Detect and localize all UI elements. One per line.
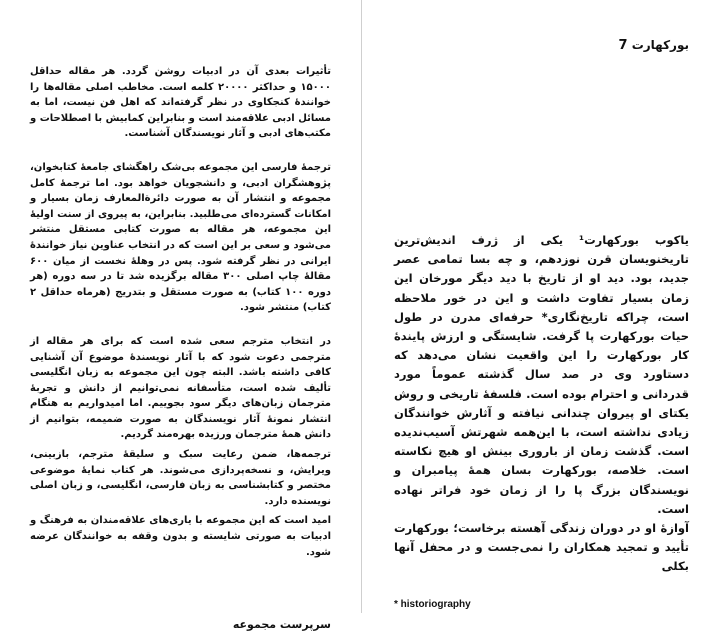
right-paragraph-1: یاکوب بورکهارت¹ یکی از ژرف اندیش‌ترین تاریخنویسان قرن نوزدهم، و چه بسا تمامی عصر جدید، بود. دید او از تاریخ با دید دیگر مورخان این زمان بسیار تفاوت داشت و این در خور ملاحظه است، چراکه تاریخ‌نگاری* حرفه‌ای مدرن در طول حیات بورکهارت پا گرفت. شایستگی و ارزش پایندهٔ کار بورکهارت را این واقعیت نشان می‌دهد که دستاورد وی در صد سال گذشته عموماً مورد قدردانی و احترام بوده است. فلسفهٔ تاریخی و روش یکتای او پیروان چندانی نیافته و آثارش خوانندگان زیادی نداشته است، با این‌همه شهرتش آسیب‌ندیده است. گذشت زمان از باروری بینش او هیچ نکاسته است. خلاصه، بورکهارت بسان همهٔ پیامبران و نویسندگان بزرگ پا را از زمان خود فراتر نهاده است. [394, 233, 689, 516]
series-editor-signature: سرپرست مجموعه [232, 618, 331, 631]
left-page-body [30, 64, 331, 560]
left-paragraph-1: تأثیرات بعدی آن در ادبیات روشن گردد. هر مقاله حداقل ۱۵۰۰۰ و حداکثر ۲۰۰۰۰ کلمه است. مخاطب اصلی مقاله‌ها را خوانندهٔ کنجکاوی در نظر گرفته‌اند که اهل فن نیست، اما به مسائل ادبی علاقه‌مند است و بنابراین کمابیش با اصطلاحات و مکتب‌های ادبی و آثار نویسندگان آشناست. [30, 66, 331, 140]
left-paragraph-5: امید است که این مجموعه با یاری‌های علاقه‌مندان به فرهنگ و ادبیات به صورتی شایسته و بدون وقفه به خوانندگان عرضه شود. [30, 515, 331, 558]
running-header [394, 38, 689, 53]
right-page [362, 0, 721, 613]
header-title: بورکهارت [631, 38, 689, 52]
left-paragraph-4: ترجمه‌ها، ضمن رعایت سبک و سلیقهٔ مترجم، بازبینی، ویرایش، و نسخه‌پردازی می‌شوند. هر کتاب نمایهٔ موضوعی مختصر و کتابشناسی به زبان فارسی، انگلیسی، و زبان اصلی نویسنده دارد. [30, 449, 331, 507]
left-paragraph-3: در انتخاب مترجم سعی شده است که برای هر مقاله از مترجمی دعوت شود که با آثار نویسندهٔ موضوع آن آشنایی کافی داشته باشد. البته چون این مجموعه به زبان انگلیسی تألیف شده است، متأسفانه نمی‌توانیم از دانش و تجربهٔ مترجمان زبان‌های دیگر سود بجوییم. اما امیدواریم به هنگام انتشار نمونهٔ آثار نویسندگان به صورت ضمیمه، بتوانیم از دانش همهٔ مترجمان ورزیده بهره‌مند گردیم. [30, 335, 331, 441]
right-paragraph-2: آوازهٔ او در دوران زندگی آهسته برخاست؛ بورکهارت تأیید و تمجید همکاران را نمی‌جست و در محفل آنها بکلی [394, 521, 689, 574]
left-paragraph-2: ترجمهٔ فارسی این مجموعه بی‌شک راهگشای جامعهٔ کتابخوان، پژوهشگران ادبی، و دانشجویان خواهد بود. اما ترجمهٔ کامل مجموعه و انتشار آن به صورت دائرةالمعارف زمان بسیار و امکانات گسترده‌ای می‌طلبید. بنابراین، به پیروی از سنت اولیهٔ این مجموعه، هر مقاله به صورت کتابی مستقل منتشر می‌شود و سعی بر این است که در انتخاب عناوین نیاز خوانندهٔ ایرانی در نظر گرفته شود. پس در وهلهٔ نخست از میان ۶۰۰ مقالهٔ چاپ اصلی ۳۰۰ مقاله برگزیده شد تا در سه دوره (هر دوره ۱۰۰ کتاب) به صورت مستقل و بتدریج (هرماه حداقل ۲ کتاب) منتشر شود. [30, 161, 331, 314]
page-number: 7 [618, 38, 628, 53]
right-page-body [394, 231, 689, 577]
footnote: * historiography [394, 598, 471, 610]
